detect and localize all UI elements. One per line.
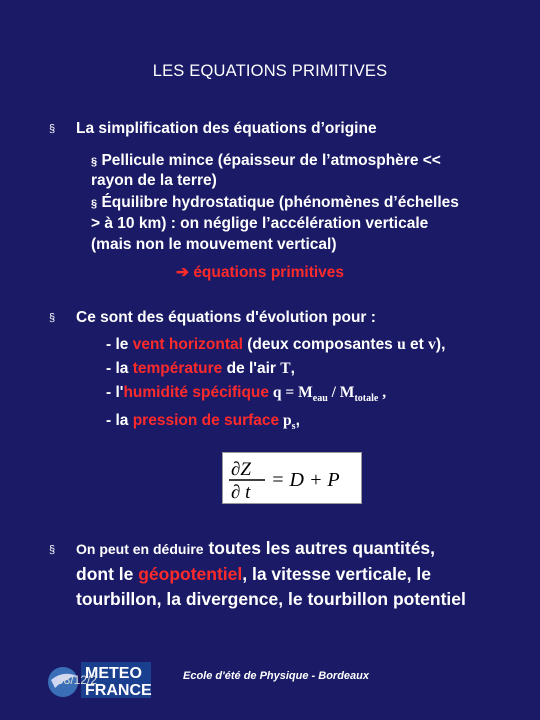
section3-small: On peut en déduire: [76, 541, 204, 557]
sub-bullet-1: §: [91, 156, 98, 168]
l4-pre: - la: [106, 412, 133, 429]
l3-sub1: eau: [312, 393, 328, 405]
l3-sub2: totale: [354, 393, 379, 405]
logo-text-france: FRANCE: [85, 682, 152, 699]
conclusion-text: équations primitives: [193, 264, 345, 281]
formula-numerator: ∂Z: [231, 459, 251, 480]
l4-end: ,: [295, 412, 300, 429]
section2-line1: [106, 334, 445, 355]
section1-sub1-line2: rayon de la terre): [91, 172, 217, 189]
section2-line4: [106, 410, 300, 437]
l1-pre: - le: [106, 336, 133, 353]
s3-l2-post: , la vitesse verticale, le: [242, 564, 431, 584]
formula-rhs: = D + P: [271, 469, 340, 491]
section1-conclusion: [176, 262, 344, 283]
footer-school: Ecole d'été de Physique - Bordeaux: [183, 670, 370, 682]
section2-heading: Ce sont des équations d'évolution pour :: [76, 309, 376, 326]
section1-sub2-line2: > à 10 km) : on néglige l’accélération verticale: [91, 215, 429, 232]
sub2-text: Équilibre hydrostatique (phénomènes d’échelles: [101, 194, 459, 211]
bullet-1: §: [49, 123, 56, 135]
l1-post: (deux composantes: [242, 336, 398, 353]
l2-end: ,: [290, 360, 295, 377]
l1-end: ),: [435, 336, 446, 353]
l4-sub: s: [291, 421, 296, 433]
page-title: LES EQUATIONS PRIMITIVES: [152, 62, 388, 80]
sub1-text: Pellicule mince (épaisseur de l’atmosphère <<: [101, 152, 441, 169]
l3-end: ,: [378, 384, 387, 401]
section1-sub2-line1: [91, 192, 459, 215]
sub-bullet-2: §: [91, 198, 98, 210]
bullet-3: §: [49, 544, 56, 556]
date-overlay: 08/12/2: [57, 673, 98, 687]
section3-line3: tourbillon, la divergence, le tourbillon potentiel: [76, 589, 466, 609]
l2-post: de l'air: [222, 360, 281, 377]
l1-red: vent horizontal: [132, 336, 243, 353]
section1-sub2-line3: (mais non le mouvement vertical): [91, 236, 337, 253]
l2-pre: - la: [106, 360, 133, 377]
l1-v: v: [428, 336, 436, 353]
bullet-2: §: [49, 312, 56, 324]
section2-line2: [106, 358, 295, 379]
s3-l2-pre: dont le: [76, 564, 139, 584]
l2-T: T: [280, 360, 291, 377]
section1-heading: La simplification des équations d’origine: [76, 120, 377, 137]
l3-mid: / M: [327, 384, 355, 401]
section3-line1-rest: toutes les autres quantités,: [203, 538, 436, 558]
section3-line1: [76, 538, 435, 559]
l3-q: q = M: [269, 384, 313, 401]
formula-image: [222, 452, 362, 504]
l2-red: température: [132, 360, 223, 377]
l3-red: humidité spécifique: [123, 384, 270, 401]
formula-denominator: ∂ t: [231, 482, 251, 503]
l1-u: u: [397, 336, 406, 353]
section2-line3: [106, 382, 386, 409]
l4-p: p: [279, 412, 292, 429]
l3-pre: - l': [106, 384, 124, 401]
s3-l2-red: géopotentiel: [138, 564, 243, 584]
l4-red: pression de surface: [132, 412, 280, 429]
section3-line2: [76, 564, 431, 585]
logo-text-meteo: METEO: [85, 665, 142, 682]
l1-et: et: [405, 336, 429, 353]
arrow-icon: ➔: [176, 264, 189, 281]
